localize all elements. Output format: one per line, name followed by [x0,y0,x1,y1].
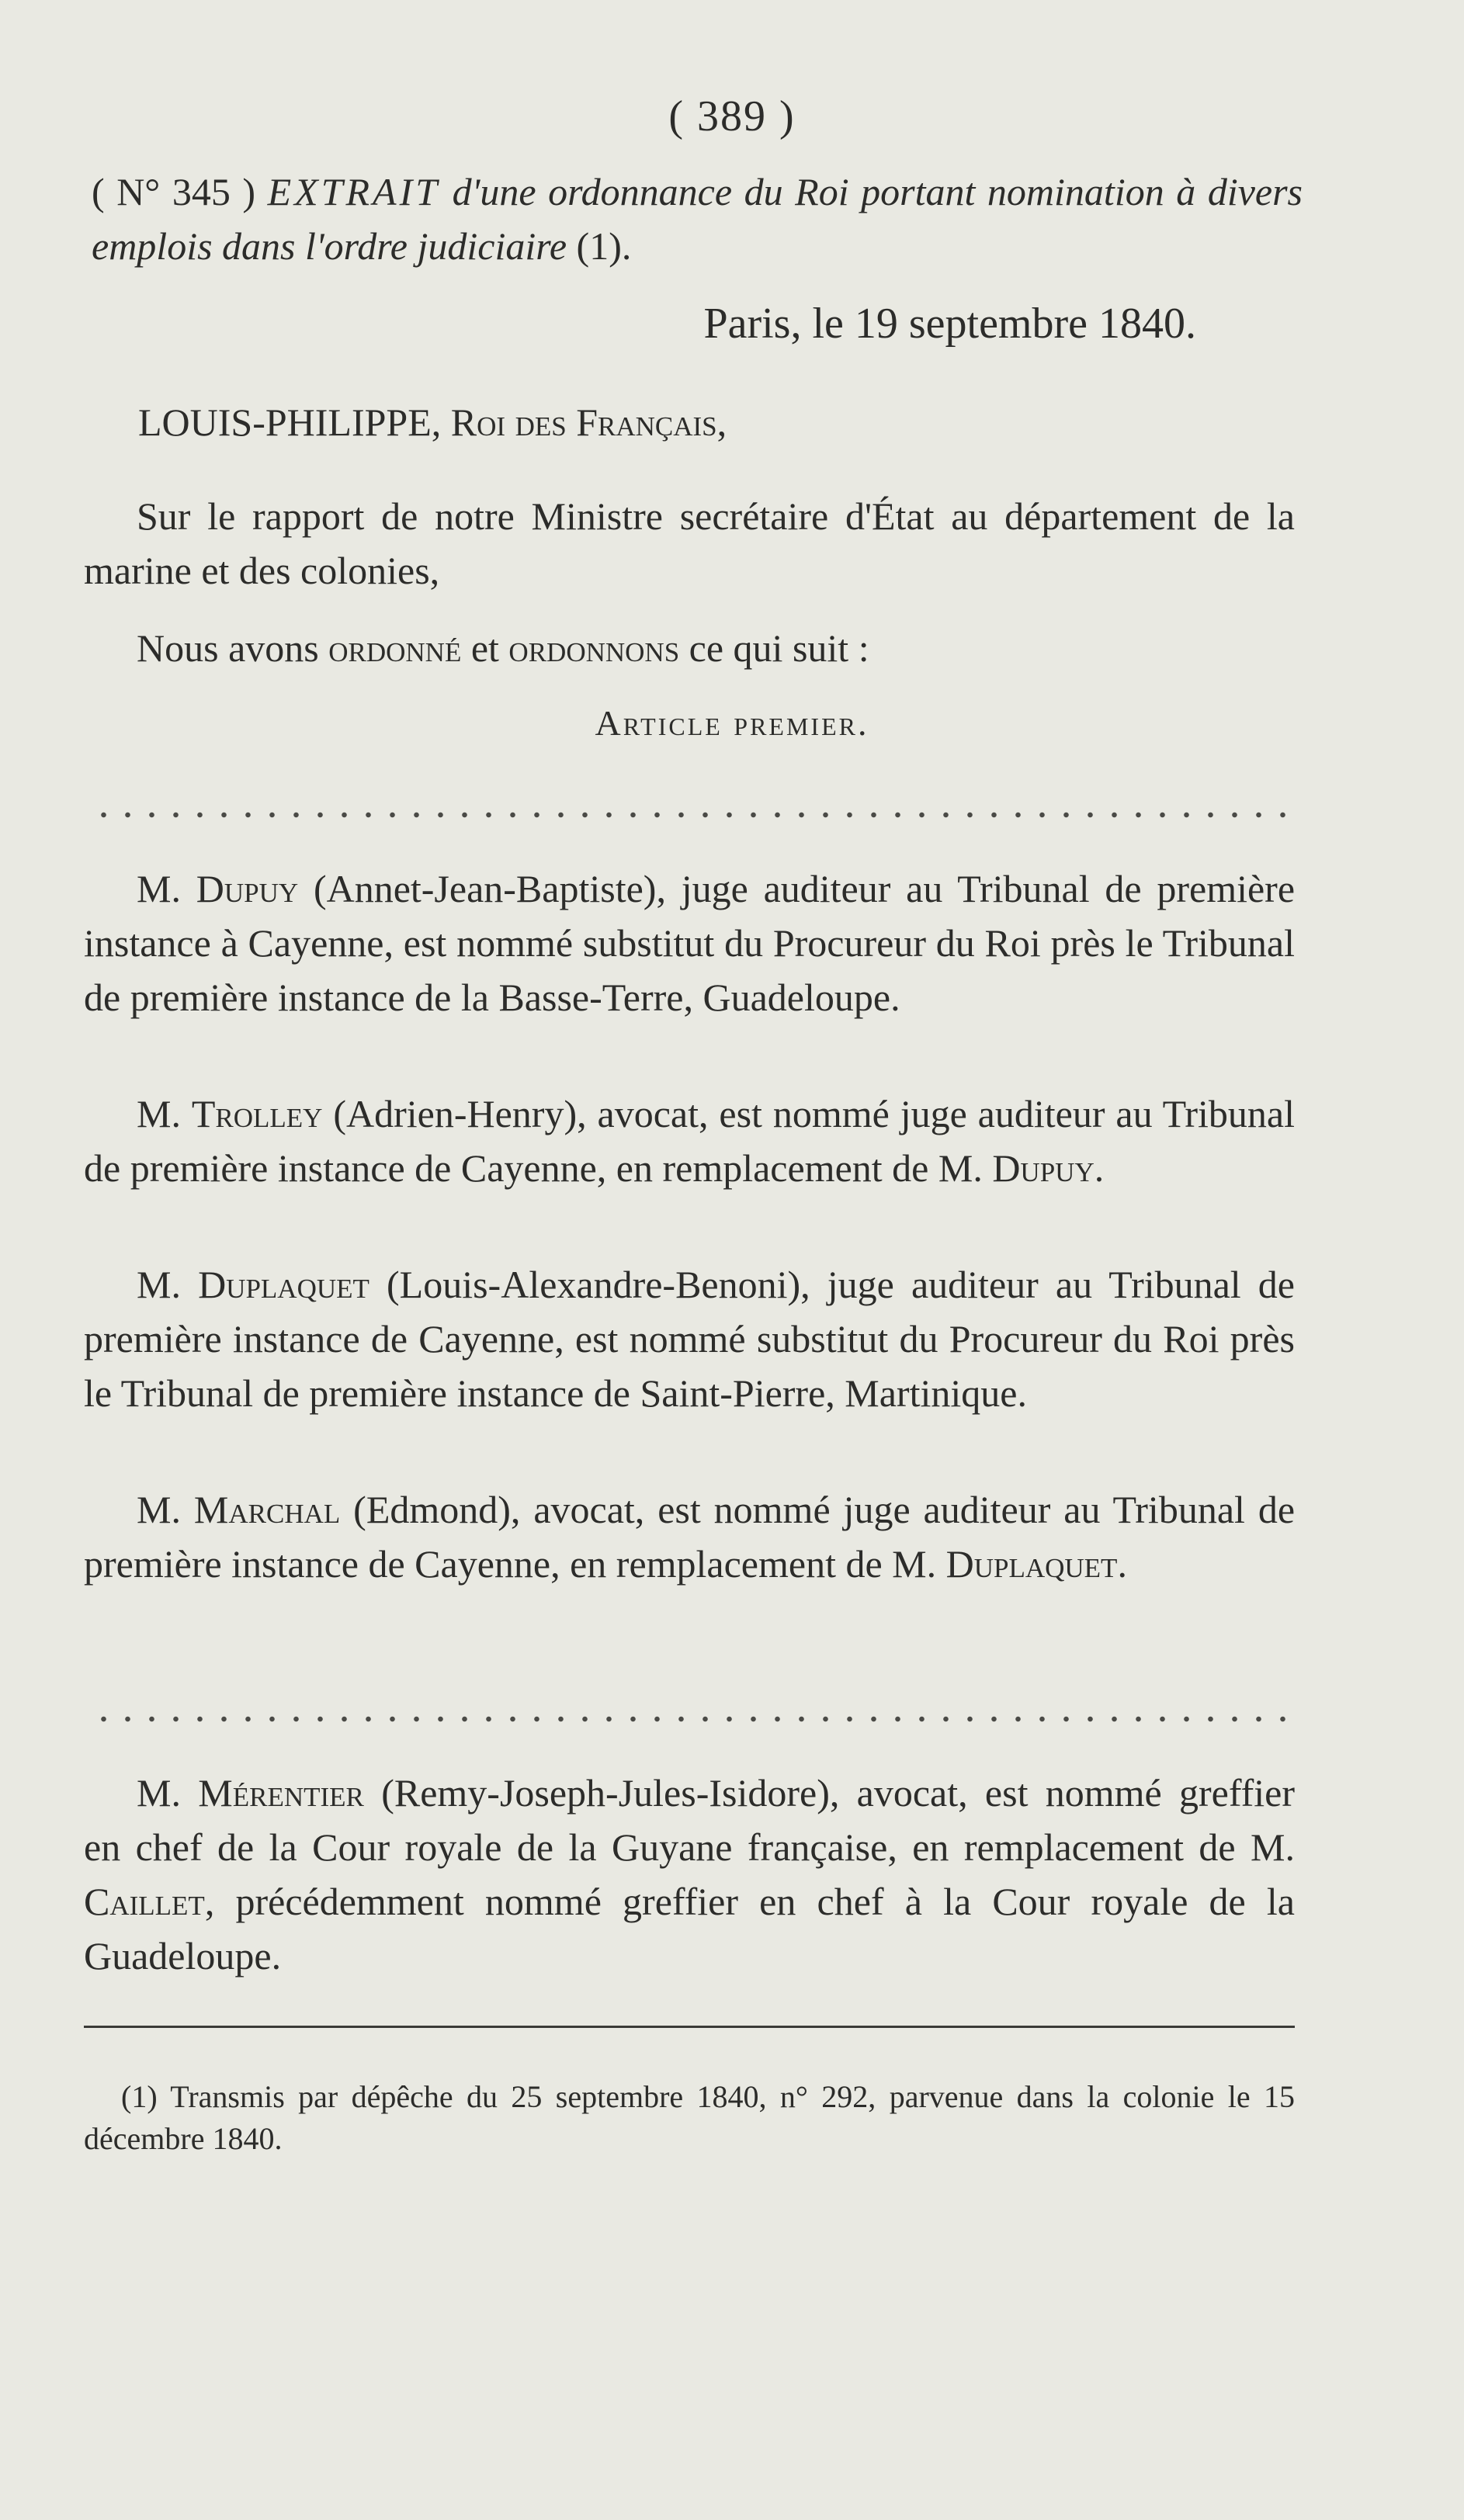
footnote-rule [84,2026,1295,2028]
entry-marchal [84,1482,1295,1591]
entry-prefix: M. [137,1263,181,1306]
entry-prefix: M. [137,1092,181,1135]
article-heading: Article premier. [595,703,869,743]
document-heading [92,165,1303,273]
entry-duplaquet [84,1257,1295,1420]
entry-name-replaced: Caillet [84,1880,205,1923]
decree-start: Nous avons [137,626,319,670]
entry-text: (Annet-Jean-Baptiste), juge auditeur au Tribunal de première instance à Cayenne, est nommé substitut du Procureur du Roi près le Tribunal de première instance de la Basse-Terre, Guadeloupe. [84,867,1296,1019]
intro-paragraph: Sur le rapport de notre Ministre secrétaire d'État au département de la marine et des colonies, [84,494,1295,592]
ellipsis-divider-bottom [92,1711,1295,1727]
entry-name: Dupuy [196,867,299,910]
entry-name: Mérentier [198,1771,364,1815]
footnote-reference: (1). [576,224,632,268]
entry-dupuy [84,861,1295,1024]
entry-name-replaced: Duplaquet [945,1542,1118,1586]
preamble [138,400,727,445]
dateline: Paris, le 19 septembre 1840. [703,300,1196,348]
entry-text: (Adrien-Henry), avocat, est nommé juge auditeur au Tribunal de première instance de Cayenne, en remplacement de M. [84,1092,1295,1190]
decree-word-ordonnons: ordonnons [508,626,680,670]
entry-prefix: M. [137,867,181,910]
decree-line [84,621,1295,675]
decree-end: ce qui suit : [689,626,869,670]
heading-title: d'une ordonnance du Roi portant nomination à divers emplois dans l'ordre judiciaire [92,170,1303,268]
entry-end: , précédemment nommé greffier en chef à la Cour royale de la Guadeloupe. [84,1880,1295,1978]
entry-text: (Louis-Alexandre-Benoni), juge auditeur au Tribunal de première instance de Cayenne, est nommé substitut du Procureur du Roi près le Tribunal de première instance de Saint-Pierre, Martinique. [84,1263,1295,1415]
ellipsis-divider-top [92,807,1295,823]
entry-name: Marchal [193,1488,341,1531]
entry-end: . [1094,1146,1105,1190]
heading-extrait: EXTRAIT [267,170,441,213]
entry-name-replaced: Dupuy [992,1146,1095,1190]
entry-prefix: M. [137,1488,181,1531]
king-name: LOUIS-PHILIPPE, [138,400,442,444]
entry-trolley [84,1087,1295,1195]
entry-merentier [84,1766,1295,1983]
page-number: ( 389 ) [668,92,796,140]
footnote: (1) Transmis par dépêche du 25 septembre 1840, n° 292, parvenue dans la colonie le 15 décembre 1840. [84,2079,1295,2156]
entry-text: (Edmond), avocat, est nommé juge auditeur au Tribunal de première instance de Cayenne, en remplacement de M. [84,1488,1296,1586]
entry-name: Trolley [191,1092,323,1135]
decree-mid: et [470,626,499,670]
decree-number: ( N° 345 ) [92,170,256,213]
entry-prefix: M. [137,1771,181,1815]
king-title: Roi des Français, [450,400,727,444]
entry-text: (Remy-Joseph-Jules-Isidore), avocat, est nommé greffier en chef de la Cour royale de la Guyane française, en remplacement de M. [84,1771,1296,1869]
entry-end: . [1117,1542,1127,1586]
entry-name: Duplaquet [198,1263,369,1306]
decree-word-ordonne: ordonné [328,626,462,670]
